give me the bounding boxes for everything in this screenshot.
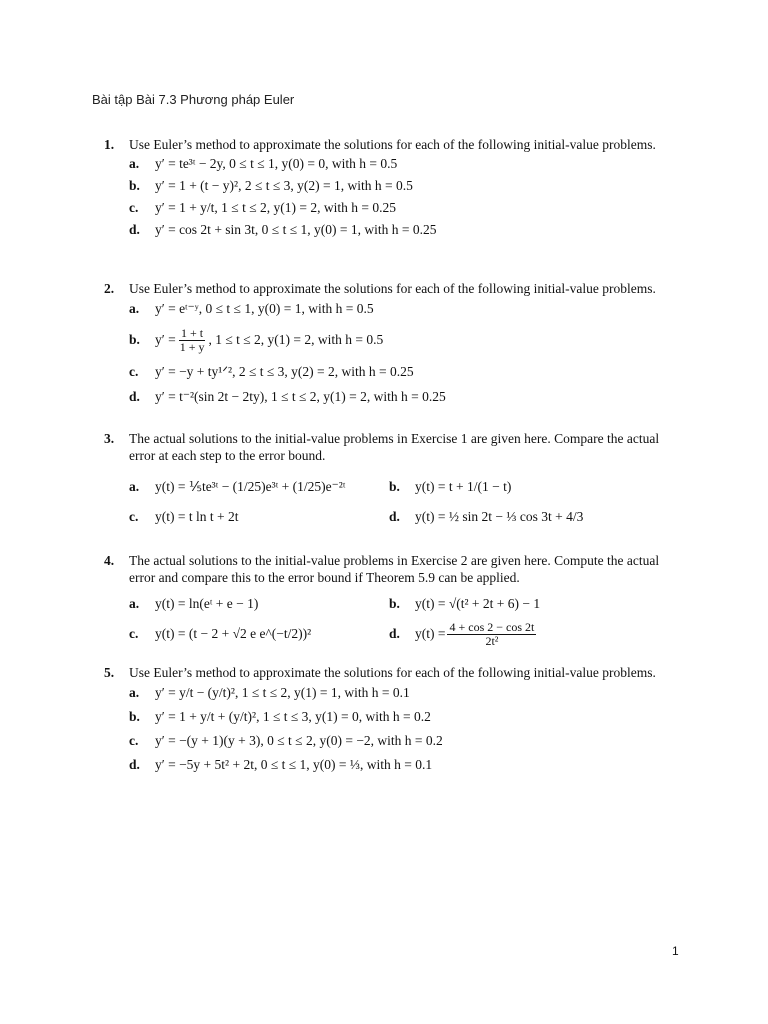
problem-item: d. y′ = t⁻²(sin 2t − 2ty), 1 ≤ t ≤ 2, y(1) = 2, with h = 0.25: [129, 389, 446, 404]
problem-equation: y′ = −5y + 5t² + 2t, 0 ≤ t ≤ 1, y(0) = ⅓, with h = 0.1: [155, 757, 433, 772]
solution-equation: y(t) = ½ sin 2t − ⅓ cos 3t + 4/3: [415, 509, 584, 524]
problem-equation: y′ = eᵗ⁻ʸ, 0 ≤ t ≤ 1, y(0) = 1, with h = 0.5: [155, 301, 374, 316]
solution-equation: y(t) = (t − 2 + √2 e e^(−t/2))²: [155, 626, 312, 641]
problem-equation: y′ = te³ᵗ − 2y, 0 ≤ t ≤ 1, y(0) = 0, with h = 0.5: [155, 156, 398, 171]
problem-item: c. y′ = 1 + y/t, 1 ≤ t ≤ 2, y(1) = 2, with h = 0.25: [129, 200, 396, 215]
page-number: 1: [672, 944, 679, 958]
solution-equation: y(t) = √(t² + 2t + 6) − 1: [415, 596, 541, 611]
solution-item: a. y(t) = ln(eᵗ + e − 1): [129, 596, 259, 611]
solution-item: b. y(t) = t + 1/(1 − t): [389, 479, 512, 494]
problem-equation: y′ = cos 2t + sin 3t, 0 ≤ t ≤ 1, y(0) = 1, with h = 0.25: [155, 222, 437, 237]
exercise-instruction: Use Euler’s method to approximate the solutions for each of the following initial-value problems.: [129, 137, 656, 152]
problem-item: d. y′ = −5y + 5t² + 2t, 0 ≤ t ≤ 1, y(0) = ⅓, with h = 0.1: [129, 757, 433, 772]
problem-item: b. y′ = 1 + y/t + (y/t)², 1 ≤ t ≤ 3, y(1) = 0, with h = 0.2: [129, 709, 431, 724]
problem-item: c. y′ = −y + ty¹ᐟ², 2 ≤ t ≤ 3, y(2) = 2, with h = 0.25: [129, 364, 414, 379]
problem-item: b. y′ = $\frac{1 + t}{1 + y}$ , 1 ≤ t ≤ 2, y(1) = 2, with h = 0.5: [129, 325, 384, 354]
exercise-number: 5.: [104, 665, 115, 680]
exercise-number: 2.: [104, 281, 115, 296]
exercise-instruction: Use Euler’s method to approximate the solutions for each of the following initial-value problems.: [129, 281, 656, 296]
exercise-instruction: Use Euler’s method to approximate the solutions for each of the following initial-value problems.: [129, 665, 656, 680]
fraction: $\frac{4 + \cos 2 - \cos 2t}{\text{2t²}}$: [449, 619, 535, 648]
solution-item: a. y(t) = ⅕te³ᵗ − (1/25)e³ᵗ + (1/25)e⁻²ᵗ: [129, 479, 346, 494]
solution-equation: y(t) = ⅕te³ᵗ − (1/25)e³ᵗ + (1/25)e⁻²ᵗ: [155, 479, 346, 494]
exercise-instruction: The actual solutions to the initial-value problems in Exercise 2 are given here. Compute the actual error and compare this to the error bound if Theorem 5.9 can be applied.: [129, 553, 660, 585]
problem-equation: y′ = y/t − (y/t)², 1 ≤ t ≤ 2, y(1) = 1, with h = 0.1: [155, 685, 410, 700]
solution-equation-lhs: y(t) =: [415, 626, 446, 641]
solution-item: d. y(t) = ½ sin 2t − ⅓ cos 3t + 4/3: [389, 509, 584, 524]
exercise-3: [104, 430, 684, 532]
problem-equation: y′ = 1 + (t − y)², 2 ≤ t ≤ 3, y(2) = 1, with h = 0.5: [155, 178, 413, 193]
exercise-number: 4.: [104, 553, 115, 568]
exercise-number: 3.: [104, 431, 115, 446]
problem-item: a. y′ = te³ᵗ − 2y, 0 ≤ t ≤ 1, y(0) = 0, with h = 0.5: [129, 156, 398, 171]
solution-equation: y(t) = t ln t + 2t: [155, 509, 239, 524]
exercise-2: [104, 280, 684, 409]
fraction: $\frac{1 + t}{1 + y}$: [179, 325, 205, 354]
exercise-number: 1.: [104, 137, 115, 152]
problem-equation: y′ = −(y + 1)(y + 3), 0 ≤ t ≤ 2, y(0) = −2, with h = 0.2: [155, 733, 443, 748]
problem-item: d. y′ = cos 2t + sin 3t, 0 ≤ t ≤ 1, y(0) = 1, with h = 0.25: [129, 222, 437, 237]
exercise-instruction: The actual solutions to the initial-value problems in Exercise 1 are given here. Compare the actual error at each step to the error bound.: [129, 431, 660, 463]
document-title: Bài tập Bài 7.3 Phương pháp Euler: [92, 92, 295, 107]
problem-equation: y′ = −y + ty¹ᐟ², 2 ≤ t ≤ 3, y(2) = 2, with h = 0.25: [155, 364, 414, 379]
problem-item: a. y′ = y/t − (y/t)², 1 ≤ t ≤ 2, y(1) = 1, with h = 0.1: [129, 685, 410, 700]
exercise-5: [104, 664, 684, 777]
solution-equation: y(t) = ln(eᵗ + e − 1): [155, 596, 259, 611]
exercise-1: [104, 136, 684, 241]
problem-equation: y′ = 1 + y/t + (y/t)², 1 ≤ t ≤ 3, y(1) = 0, with h = 0.2: [155, 709, 431, 724]
solution-item: b. y(t) = √(t² + 2t + 6) − 1: [389, 596, 541, 611]
problem-item: c. y′ = −(y + 1)(y + 3), 0 ≤ t ≤ 2, y(0) = −2, with h = 0.2: [129, 733, 443, 748]
problem-equation-lhs: y′ =: [155, 332, 176, 347]
solution-item: c. y(t) = (t − 2 + √2 e e^(−t/2))²: [129, 626, 312, 641]
problem-equation-rest: , 1 ≤ t ≤ 2, y(1) = 2, with h = 0.5: [208, 332, 384, 347]
problem-equation: y′ = t⁻²(sin 2t − 2ty), 1 ≤ t ≤ 2, y(1) = 2, with h = 0.25: [155, 389, 446, 404]
solution-item: c. y(t) = t ln t + 2t: [129, 509, 239, 524]
problem-item: b. y′ = 1 + (t − y)², 2 ≤ t ≤ 3, y(2) = 1, with h = 0.5: [129, 178, 413, 193]
problem-equation: y′ = 1 + y/t, 1 ≤ t ≤ 2, y(1) = 2, with h = 0.25: [155, 200, 396, 215]
solution-equation: y(t) = t + 1/(1 − t): [415, 479, 512, 494]
exercise-4: [104, 552, 684, 652]
problem-item: a. y′ = eᵗ⁻ʸ, 0 ≤ t ≤ 1, y(0) = 1, with h = 0.5: [129, 301, 374, 316]
solution-item: d. y(t) = $\frac{4 + \cos 2 - \cos 2t}{\text{2t²}}$: [389, 619, 535, 648]
